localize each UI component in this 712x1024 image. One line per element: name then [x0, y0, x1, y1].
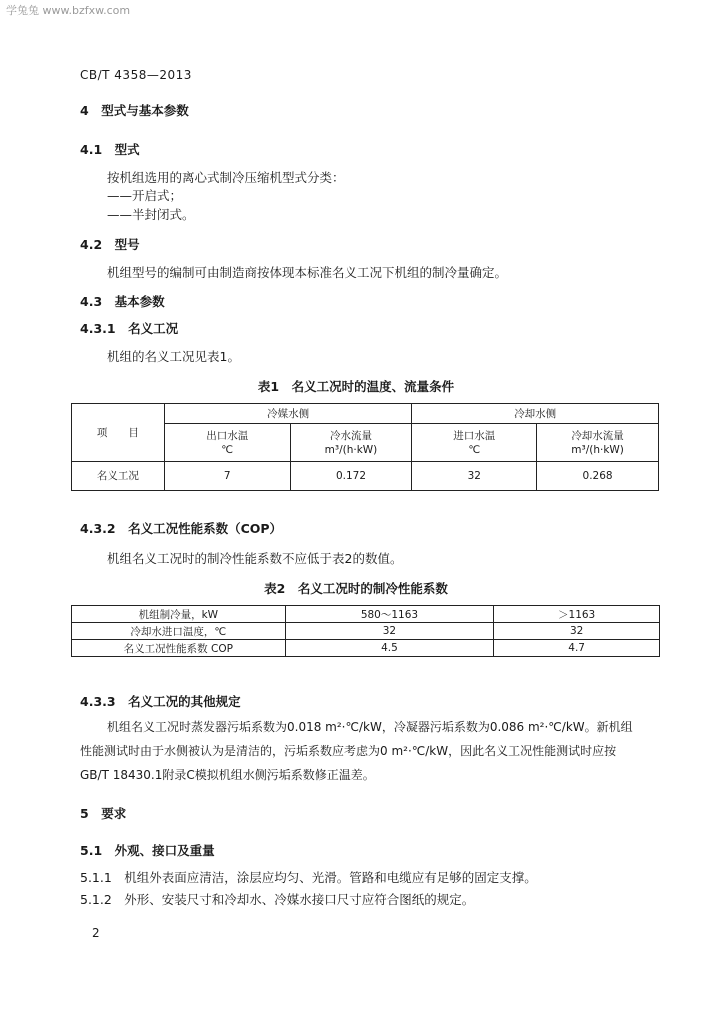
section-4-1-body: 按机组选用的离心式制冷压缩机型式分类：	[107, 170, 345, 185]
table-row	[72, 606, 660, 623]
table-cell: 0.268	[537, 462, 659, 491]
table1-group-cooling-water: 冷却水侧	[412, 404, 659, 424]
table-cell: 32	[285, 623, 494, 640]
table-cell: 4.5	[285, 640, 494, 657]
paragraph-line: GB/T 18430.1附录C模拟机组水侧污垢系数修正温差。	[80, 768, 375, 782]
standard-number: CB/T 4358—2013	[80, 68, 192, 82]
list-item: 5.1.1 机组外表面应清洁，涂层应均匀、光滑。管路和电缆应有足够的固定支撑。	[80, 870, 537, 885]
section-4-3-title: 4.3 基本参数	[80, 294, 165, 309]
table-cell: 0.172	[290, 462, 412, 491]
section-5-1-title: 5.1 外观、接口及重量	[80, 843, 215, 858]
list-item: ——半封闭式。	[107, 207, 195, 222]
paragraph-line: 性能测试时由于水侧被认为是清洁的，污垢系数应考虑为0 m²·℃/kW，因此名义工况性能测试时应按	[80, 744, 617, 758]
table-cell: 机组制冷量，kW	[72, 606, 286, 623]
table-cell: 冷却水进口温度，℃	[72, 623, 286, 640]
section-4-3-2-body: 机组名义工况时的制冷性能系数不应低于表2的数值。	[107, 551, 403, 566]
list-item: 5.1.2 外形、安装尺寸和冷却水、冷媒水接口尺寸应符合图纸的规定。	[80, 892, 475, 907]
section-4-3-2-title: 4.3.2 名义工况性能系数（COP）	[80, 521, 283, 536]
table1	[71, 403, 659, 491]
table1-row-label: 名义工况	[72, 462, 165, 491]
list-item: ——开启式；	[107, 188, 183, 203]
table-row	[72, 623, 660, 640]
table-cell: 7	[164, 462, 290, 491]
section-4-3-1-title: 4.3.1 名义工况	[80, 321, 179, 336]
paragraph-line: 机组名义工况时蒸发器污垢系数为0.018 m²·℃/kW，冷凝器污垢系数为0.086 m²·℃/kW。新机组	[107, 720, 633, 734]
table1-group-chilled-water: 冷媒水侧	[164, 404, 412, 424]
section-4-1-title: 4.1 型式	[80, 142, 140, 157]
table1-col-cooling-flow: 冷却水流量 m³/(h·kW)	[537, 424, 659, 462]
table-cell: 580～1163	[285, 606, 494, 623]
table1-item-header: 项 目	[72, 404, 165, 462]
table-row	[72, 462, 659, 491]
table1-col-chilled-flow: 冷水流量 m³/(h·kW)	[290, 424, 412, 462]
page-number: 2	[92, 926, 100, 940]
table2-caption: 表2 名义工况时的制冷性能系数	[264, 581, 448, 596]
table-cell: 4.7	[494, 640, 660, 657]
table-cell: 名义工况性能系数 COP	[72, 640, 286, 657]
section-4-title: 4 型式与基本参数	[80, 103, 189, 118]
table-cell: ＞1163	[494, 606, 660, 623]
watermark: 学兔兔 www.bzfxw.com	[6, 4, 131, 17]
section-4-2-body: 机组型号的编制可由制造商按体现本标准名义工况下机组的制冷量确定。	[107, 265, 508, 280]
table1-col-outlet-temp: 出口水温 ℃	[164, 424, 290, 462]
table1-col-inlet-temp: 进口水温 ℃	[412, 424, 537, 462]
table2	[71, 605, 660, 657]
section-4-2-title: 4.2 型号	[80, 237, 140, 252]
table-cell: 32	[412, 462, 537, 491]
table1-caption: 表1 名义工况时的温度、流量条件	[257, 379, 455, 394]
section-4-3-1-body: 机组的名义工况见表1。	[107, 349, 240, 364]
section-4-3-3-title: 4.3.3 名义工况的其他规定	[80, 694, 241, 709]
table-cell: 32	[494, 623, 660, 640]
section-5-title: 5 要求	[80, 806, 127, 821]
table-row	[72, 640, 660, 657]
